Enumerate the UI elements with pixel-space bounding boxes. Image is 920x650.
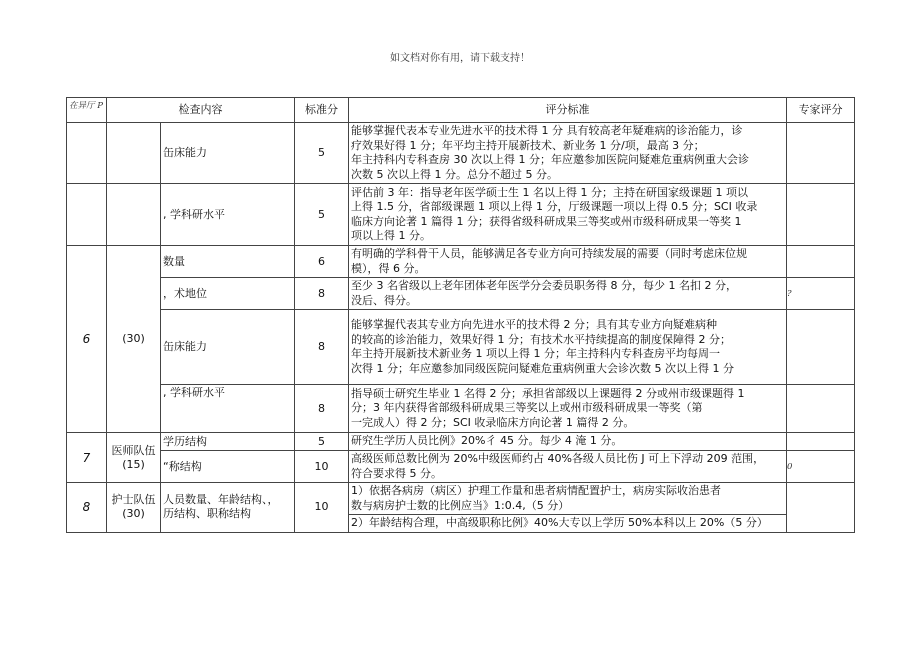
header-col1: 在异厅 P: [67, 98, 107, 123]
table-row: [67, 246, 855, 278]
table-row: [67, 310, 855, 385]
header-content: 检查内容: [107, 98, 295, 123]
criteria-cell: 1）依据各病房（病区）护理工作量和患者病情配置护士，病房实际收治患者 数与病房护士数的比例应当》1:0.4,（5 分）: [349, 483, 787, 515]
score-cell: 10: [295, 483, 349, 533]
table-row: [67, 123, 855, 184]
group-label: 护士队伍 (30): [107, 483, 161, 533]
item-cell: 数量: [161, 246, 295, 278]
item-cell: , 学科研水平: [161, 184, 295, 246]
item-cell: ，术地位: [161, 278, 295, 310]
criteria-cell: 高级医师总数比例为 20%中级医师约占 40%各级人员比伤 J 可上下浮动 209 范围， 符合要求得 5 分。: [349, 451, 787, 483]
expert-score-cell: [787, 451, 855, 483]
header-criteria: 评分标准: [349, 98, 787, 123]
header-expert-score: 专家评分: [787, 98, 855, 123]
expert-score-cell: [787, 278, 855, 310]
item-cell: 缶床能力: [161, 123, 295, 184]
score-cell: 5: [295, 433, 349, 451]
margin-mark: 0: [787, 462, 793, 472]
item-cell: 学历结构: [161, 433, 295, 451]
group-cell: [67, 123, 107, 184]
group-label: (30): [107, 246, 161, 433]
group-number: 6: [67, 246, 107, 433]
table-row: [67, 483, 855, 515]
criteria-cell: 能够掌握代表本专业先进水平的技术得 1 分 具有较高老年疑难病的诊治能力，诊 疗效果好得 1 分；年平均主持开展新技术、新业务 1 分/项，最高 3 分； 年主持科内专科查房 30 次以上得 1 分；年应邀参加医院问疑难危重病例重大会诊 次数 5 次以上得 1 分。总分不超过 5 分。: [349, 123, 787, 184]
expert-score-cell: [787, 483, 855, 533]
expert-score-cell: [787, 123, 855, 184]
score-cell: 8: [295, 278, 349, 310]
criteria-cell: 研究生学历人员比例》20%彳 45 分。每少 4 淹 1 分。: [349, 433, 787, 451]
margin-mark: ?: [787, 289, 792, 299]
score-cell: 8: [295, 385, 349, 433]
group-label: 医师队伍 (15): [107, 433, 161, 483]
table-row: [67, 451, 855, 483]
expert-score-cell: [787, 310, 855, 385]
expert-score-cell: [787, 246, 855, 278]
table-header-row: [67, 98, 855, 123]
score-cell: 10: [295, 451, 349, 483]
header-note: 如文档对你有用，请下载支持！: [390, 53, 530, 64]
table-row: [67, 278, 855, 310]
expert-score-cell: [787, 184, 855, 246]
criteria-cell: 能够掌握代表其专业方向先进水平的技术得 2 分；具有其专业方向疑难病种 的较高的诊治能力，效果好得 1 分；有技术水平持续提高的制度保障得 2 分； 年主持开展新技术新业务 1 项以上得 1 分；年主持科内专科查房平均每周一 次得 1 分；年应邀参加同级医院问疑难危重病例重大会诊次数 5 次以上得 1 分: [349, 310, 787, 385]
table-row: [67, 184, 855, 246]
criteria-cell: 至少 3 名省级以上老年团体老年医学分会委员职务得 8 分，每少 1 名扣 2 分， 没后、得分。: [349, 278, 787, 310]
score-cell: 8: [295, 310, 349, 385]
criteria-cell: 2）年龄结构合理，中高级职称比例》40%大专以上学历 50%本科以上 20%（5 分）: [349, 515, 787, 533]
expert-score-cell: [787, 433, 855, 451]
group-cell: [67, 184, 107, 246]
evaluation-table: [66, 97, 855, 533]
score-cell: 6: [295, 246, 349, 278]
criteria-cell: 有明确的学科骨干人员，能够满足各专业方向可持续发展的需要（同时考虑床位规 模），得 6 分。: [349, 246, 787, 278]
group-number: 8: [67, 483, 107, 533]
group-cell: [107, 123, 161, 184]
item-cell: 缶床能力: [161, 310, 295, 385]
item-cell: “称结构: [161, 451, 295, 483]
table-row: [67, 385, 855, 433]
score-cell: 5: [295, 123, 349, 184]
item-cell: , 学科研水平: [161, 385, 295, 433]
criteria-cell: 指导硕士研究生毕业 1 名得 2 分；承担省部级以上课题得 2 分或州市级课题得 1 分；3 年内获得省部级科研成果三等奖以上或州市级科研成果一等奖（第 一完成人）得 2 分；SCI 收录临床方向论著 1 篇得 2 分。: [349, 385, 787, 433]
score-cell: 5: [295, 184, 349, 246]
table-row: [67, 433, 855, 451]
criteria-cell: 评估前 3 年：指导老年医学硕士生 1 名以上得 1 分；主持在研国家级课题 1 项以 上得 1.5 分，省部级课题 1 项以上得 1 分，厅级课题一项以上得 0.5 分；SCI 收录 临床方向论著 1 篇得 1 分；获得省级科研成果三等奖或州市级科研成果一等奖 1 项以上得 1 分。: [349, 184, 787, 246]
group-cell: [107, 184, 161, 246]
item-cell: 人员数量、年龄结构、， 历结构、职称结构: [161, 483, 295, 533]
group-number: 7: [67, 433, 107, 483]
header-std-score: 标准分: [295, 98, 349, 123]
expert-score-cell: [787, 385, 855, 433]
